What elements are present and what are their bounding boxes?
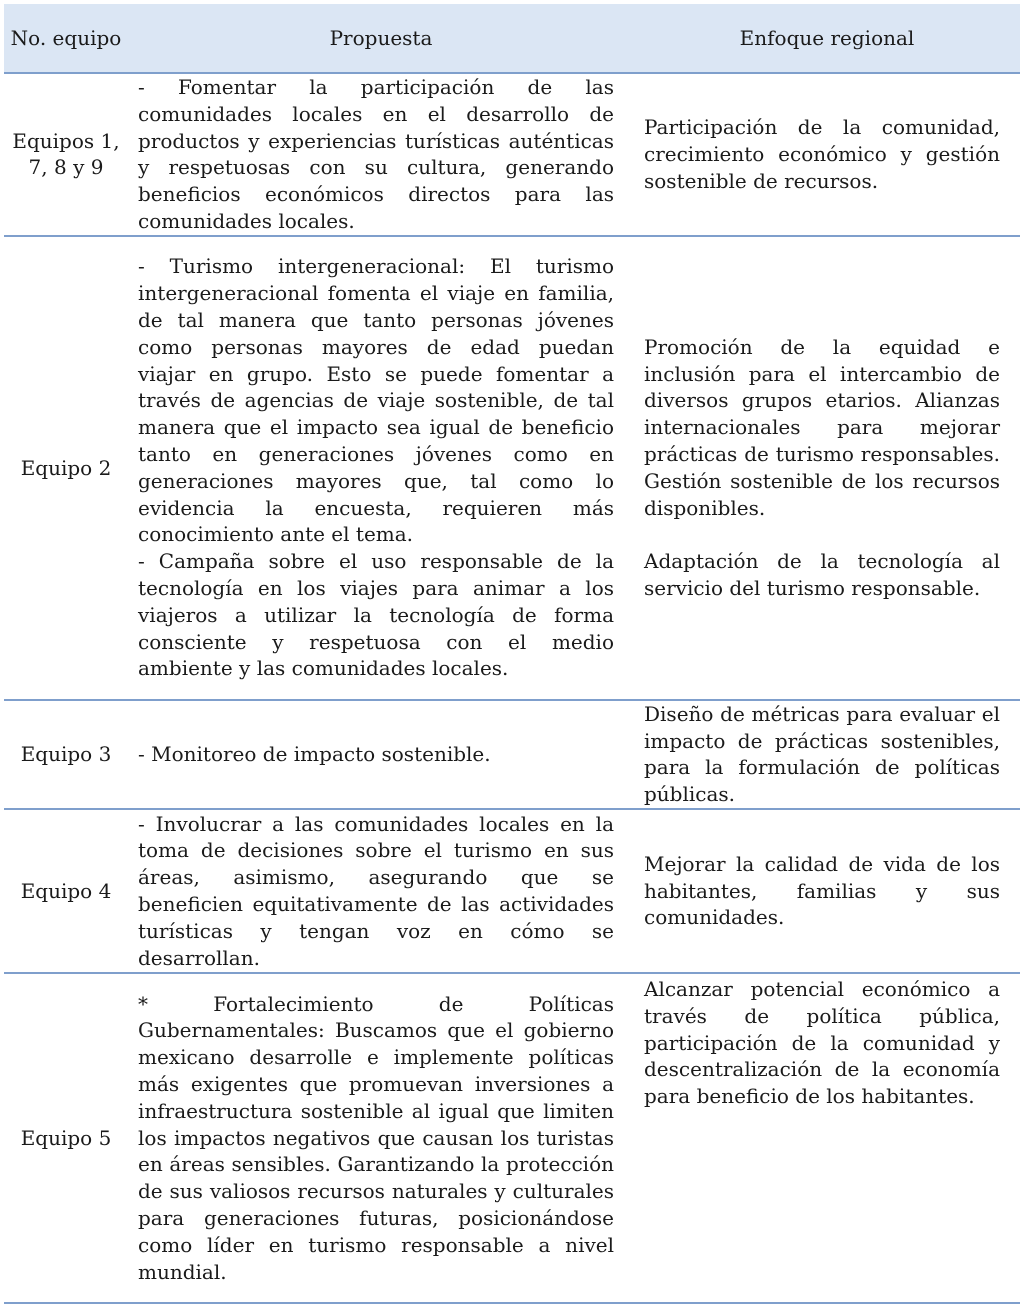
proposal-cell: [128, 809, 634, 973]
proposal-paragraph: - Fomentar la participación de las comunidades locales en el desarrollo de productos y experiencias turísticas auténticas y respetuosas con su cultura, generando beneficios económicos directos para las comunidades locales.: [138, 75, 614, 233]
focus-cell: [634, 809, 1020, 973]
proposal-paragraph: * Fortalecimiento de Políticas Gubernamentales: Buscamos que el gobierno mexicano desarrolle e implemente políticas más exigentes que promuevan inversiones a infraestructura sostenible al igual que limiten los impactos negativos que causan los turistas en áreas sensibles. Garantizando la protección de sus valiosos recursos naturales y culturales para generaciones futuras, posicionándose como líder en turismo responsable a nivel mundial.: [138, 991, 614, 1284]
proposal-paragraph: - Turismo intergeneracional: El turismo intergeneracional fomenta el viaje en familia, de tal manera que tanto personas jóvenes como personas mayores de edad puedan viajar en grupo. Esto se puede fomentar a través de agencias de viaje sostenible, de tal manera que el impacto sea igual de beneficio tanto en generaciones jóvenes como en generaciones mayores que, tal como lo evidencia la encuesta, requieren más conocimiento ante el tema.: [138, 254, 614, 547]
team-cell: Equipo 4: [4, 809, 128, 973]
focus-paragraph: Participación de la comunidad, crecimiento económico y gestión sostenible de recursos.: [644, 115, 1000, 193]
paragraph-spacer: [644, 521, 1000, 548]
header-team: No. equipo: [4, 4, 128, 73]
focus-cell: [634, 700, 1020, 809]
proposal-paragraph: - Involucrar a las comunidades locales en la toma de decisiones sobre el turismo en sus áreas, asimismo, asegurando que se beneficien equitativamente de las actividades turísticas y tengan voz en cómo se desarrollan.: [138, 811, 614, 970]
table-header-row: [4, 4, 1020, 73]
focus-paragraph: Alcanzar potencial económico a través de política pública, participación de la comunidad y descentralización de la economía para beneficio de los habitantes.: [644, 976, 1000, 1109]
focus-cell: [634, 236, 1020, 700]
proposal-paragraph: - Campaña sobre el uso responsable de la tecnología en los viajes para animar a los viajeros a utilizar la tecnología de forma consciente y respetuosa con el medio ambiente y las comunidades locales.: [138, 549, 614, 681]
focus-paragraph: Diseño de métricas para evaluar el impacto de prácticas sostenibles, para la formulación de políticas públicas.: [644, 701, 1000, 807]
team-cell: Equipos 1, 7, 8 y 9: [4, 73, 128, 236]
proposal-cell: [128, 973, 634, 1303]
proposal-cell: [128, 236, 634, 700]
header-proposal: Propuesta: [128, 4, 634, 73]
focus-paragraph: Mejorar la calidad de vida de los habitantes, familias y sus comunidades.: [644, 851, 1000, 930]
focus-paragraph: Promoción de la equidad e inclusión para el intercambio de diversos grupos etarios. Alianzas internacionales para mejorar prácticas de turismo responsables. Gestión sostenible de los recursos disponibles.: [644, 334, 1000, 520]
table-row: [4, 700, 1020, 809]
team-cell: Equipo 3: [4, 700, 128, 809]
header-focus: Enfoque regional: [634, 4, 1020, 73]
table-row: [4, 236, 1020, 700]
focus-cell: [634, 973, 1020, 1303]
proposals-table: [4, 4, 1020, 1304]
table-row: [4, 973, 1020, 1303]
proposal-cell: [128, 700, 634, 809]
focus-paragraph: Adaptación de la tecnología al servicio del turismo responsable.: [644, 549, 1000, 600]
table-row: [4, 809, 1020, 973]
team-cell: Equipo 2: [4, 236, 128, 700]
proposal-paragraph: - Monitoreo de impacto sostenible.: [138, 741, 491, 766]
table-row: [4, 73, 1020, 236]
proposal-cell: [128, 73, 634, 236]
focus-cell: [634, 73, 1020, 236]
team-cell: Equipo 5: [4, 973, 128, 1303]
